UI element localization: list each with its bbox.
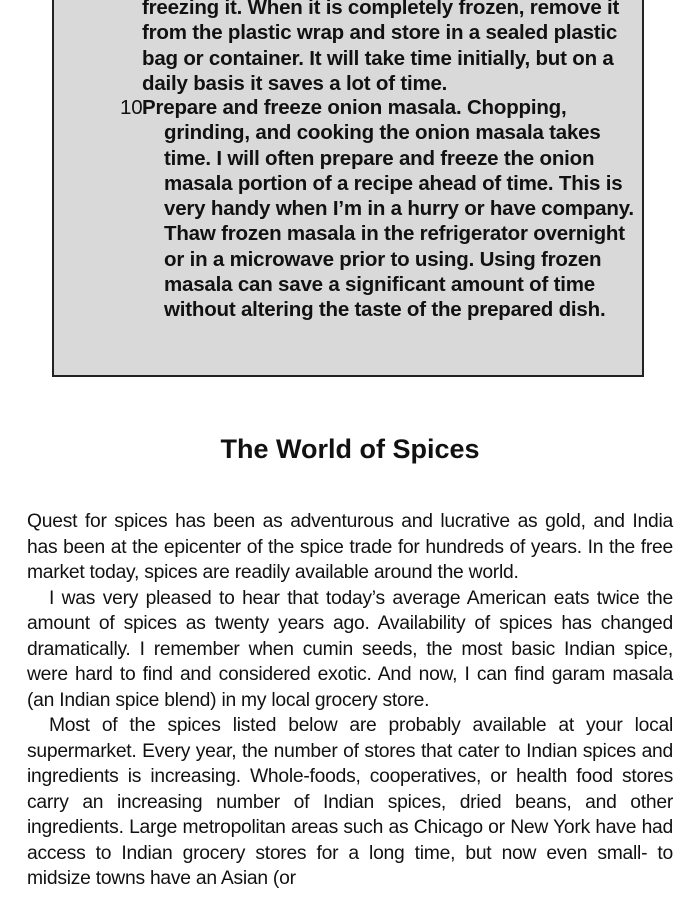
tip-text: Prepare and freeze onion masala. Chopping, grinding, and cooking the onion masala takes time. I will often prepare and freeze the onion masala portion of a recipe ahead of time. This is very handy when I’m in a hurry or have company. Thaw frozen masala in the refrigerator overnight or in a microwave prior to using. Using frozen masala can save a significant amount of time without altering the taste of the prepared dish. — [142, 96, 634, 322]
section-title: The World of Spices — [220, 434, 480, 464]
tips-box — [52, 0, 644, 377]
tip-number: 10. — [120, 96, 148, 119]
body-paragraph: Most of the spices listed below are probably available at your local supermarket. Every year, the number of stores that cater to Indian spices and ingredients is increasing. Whole-foods, cooperatives, or health food stores carry an increasing number of Indian spices, dried beans, and other ingredients. Large metropolitan areas such as Chicago or New York have had access to Indian grocery stores for a long time, but now even small- to midsize towns have an Asian (or — [27, 715, 673, 889]
body-paragraph: I was very pleased to hear that today’s average American eats twice the amount of spices as twenty years ago. Availability of spices has changed dramatically. I remember when cumin seeds, the most basic Indian spice, were hard to find and considered exotic. And now, I can find garam masala (an Indian spice blend) in my local grocery store. — [27, 587, 673, 711]
tip-item-10 — [120, 95, 640, 323]
tip-continued-text: freezing it. When it is completely frozen, remove it from the plastic wrap and store in a sealed plastic bag or container. It will take time initially, but on a daily basis it saves a lot of time. — [142, 0, 620, 95]
section-body — [27, 509, 673, 892]
body-paragraph: Quest for spices has been as adventurous and lucrative as gold, and India has been at the epicenter of the spice trade for hundreds of years. In the free market today, spices are readily available around the world. — [27, 511, 673, 583]
